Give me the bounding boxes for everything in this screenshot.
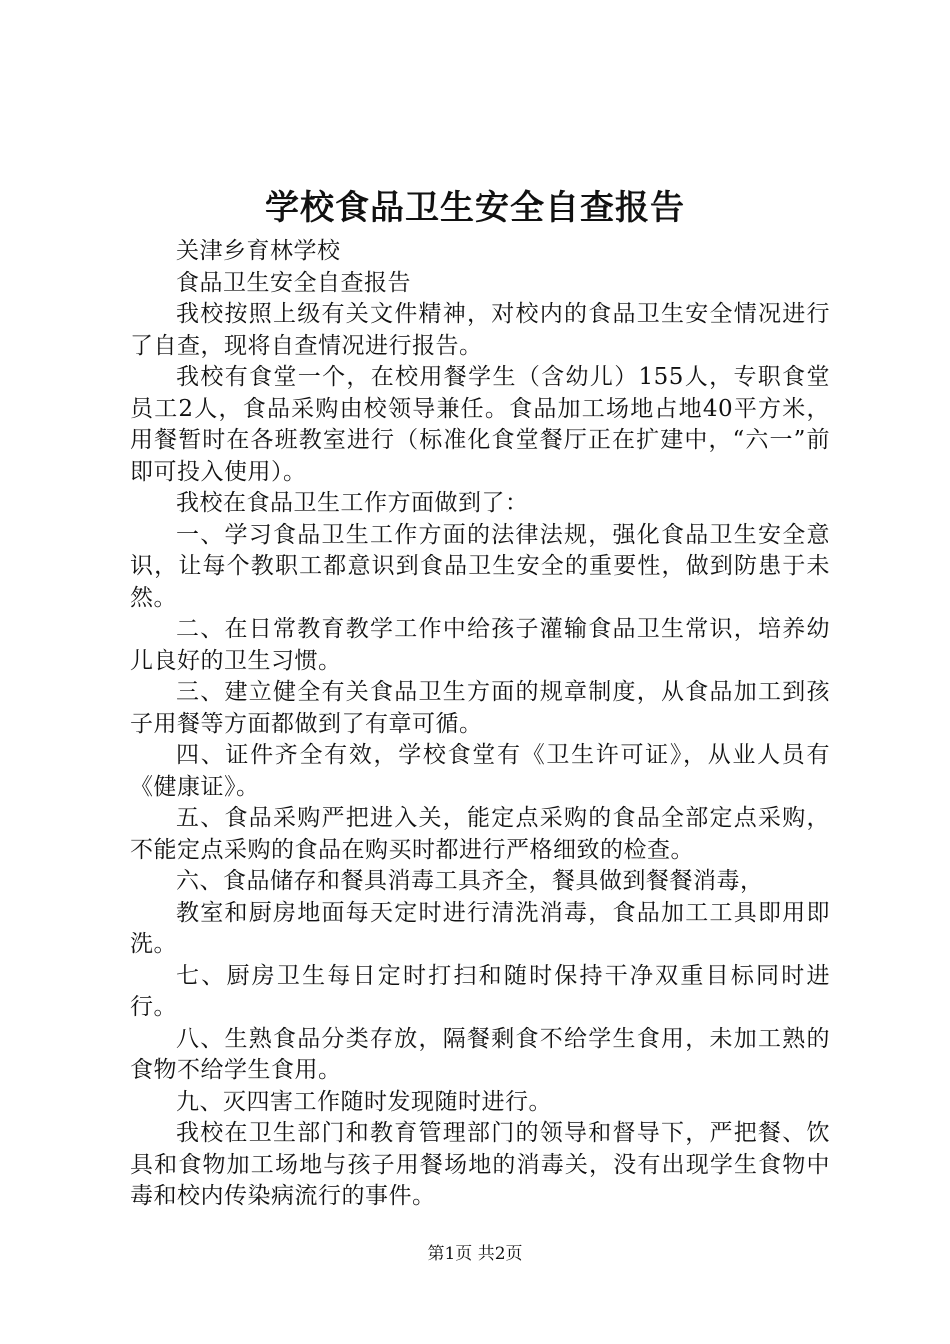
paragraph-school-name: 关津乡育林学校 — [176, 238, 341, 264]
page-footer: 第1页 共2页 — [427, 1244, 523, 1264]
paragraph-item-4: 四、证件齐全有效，学校食堂有《卫生许可证》，从业人员有《健康证》。 — [130, 742, 830, 800]
paragraph-item-2: 二、在日常教育教学工作中给孩子灌输食品卫生常识，培养幼儿良好的卫生习惯。 — [130, 616, 830, 674]
paragraph-item-5: 五、食品采购严把进入关，能定点采购的食品全部定点采购，不能定点采购的食品在购买时都进行严格细致的检查。 — [130, 805, 830, 863]
paragraph-conclusion: 我校在卫生部门和教育管理部门的领导和督导下，严把餐、饮具和食物加工场地与孩子用餐场地的消毒关，没有出现学生食物中毒和校内传染病流行的事件。 — [130, 1120, 830, 1209]
paragraph-report-subtitle: 食品卫生安全自查报告 — [176, 269, 411, 296]
document-title: 学校食品卫生安全自查报告 — [265, 188, 685, 228]
paragraph-item-3: 三、建立健全有关食品卫生方面的规章制度，从食品加工到孩子用餐等方面都做到了有章可循。 — [130, 679, 830, 737]
paragraph-achievements-lead: 我校在食品卫生工作方面做到了： — [176, 490, 529, 516]
paragraph-item-6: 六、食品储存和餐具消毒工具齐全，餐具做到餐餐消毒， — [176, 868, 764, 894]
paragraph-intro: 我校按照上级有关文件精神，对校内的食品卫生安全情况进行了自查，现将自查情况进行报告。 — [130, 301, 830, 359]
paragraph-item-6-continued: 教室和厨房地面每天定时进行清洗消毒，食品加工工具即用即洗。 — [130, 899, 830, 957]
paragraph-item-1: 一、学习食品卫生工作方面的法律法规，强化食品卫生安全意识，让每个教职工都意识到食品卫生安全的重要性，做到防患于未然。 — [130, 521, 830, 611]
paragraph-item-7: 七、厨房卫生每日定时打扫和随时保持干净双重目标同时进行。 — [130, 962, 830, 1020]
paragraph-item-8: 八、生熟食品分类存放，隔餐剩食不给学生食用，未加工熟的食物不给学生食用。 — [130, 1025, 830, 1083]
paragraph-item-9: 九、灭四害工作随时发现随时进行。 — [176, 1088, 552, 1115]
document-body — [130, 236, 830, 1213]
paragraph-canteen-overview: 我校有食堂一个，在校用餐学生（含幼儿）155人，专职食堂员工2人，食品采购由校领导兼任。食品加工场地占地40平方米，用餐暂时在各班教室进行（标准化食堂餐厅正在扩建中，“六一”前即可投入使用）。 — [130, 364, 830, 485]
